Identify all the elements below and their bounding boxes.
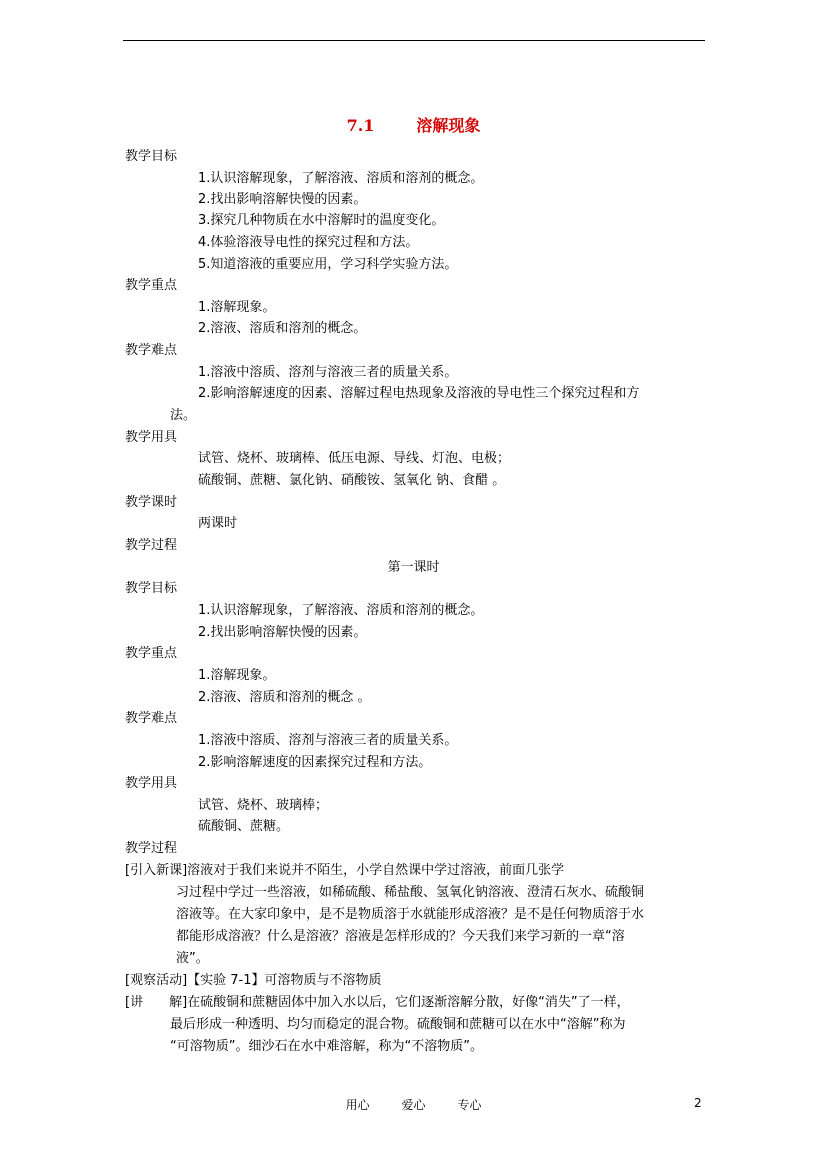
text-line: 1.认识溶解现象，了解溶液、溶质和溶剂的概念。	[198, 603, 484, 618]
text-line: 试管、烧杯、玻璃棒、低压电源、导线、灯泡、电极；	[198, 451, 511, 466]
text-line: 最后形成一种透明、均匀而稳定的混合物。硫酸铜和蔗糖可以在水中“溶解”称为	[170, 1017, 626, 1032]
text-line: “可溶物质”。细沙石在水中难溶解，称为“不溶物质”。	[170, 1039, 483, 1054]
footer-item: 专心	[457, 1098, 482, 1112]
section-heading: [讲 解]在硫酸铜和蔗糖固体中加入水以后，它们逐渐溶解分散，好像“消失”了一样，	[125, 995, 630, 1010]
section-heading: 教学重点	[125, 278, 178, 293]
text-line: 两课时	[198, 516, 238, 531]
section-heading: 教学课时	[125, 495, 178, 510]
text-line: 液”。	[176, 951, 209, 966]
page-title	[0, 113, 827, 136]
text-line: 1.溶液中溶质、溶剂与溶液三者的质量关系。	[198, 365, 458, 380]
footer	[0, 1096, 827, 1113]
text-line: 硫酸铜、蔗糖、氯化钠、硝酸铵、氢氧化 钠、食醋 。	[198, 473, 506, 488]
section-number: 7.1	[346, 116, 375, 135]
text-line: 硫酸铜、蔗糖。	[198, 819, 290, 834]
section-heading: 教学用具	[125, 776, 178, 791]
text-line: 5.知道溶液的重要应用，学习科学实验方法。	[198, 257, 458, 272]
text-line: 溶液等。在大家印象中，是不是物质溶于水就能形成溶液？是不是任何物质溶于水	[176, 907, 645, 922]
text-line: 法。	[170, 408, 197, 423]
text-line: 2.溶液、溶质和溶剂的概念。	[198, 321, 367, 336]
section-heading: 教学过程	[125, 841, 178, 856]
text-line: 第一课时	[387, 560, 440, 575]
section-heading: 教学难点	[125, 343, 178, 358]
section-heading: 教学难点	[125, 711, 178, 726]
text-line: 4.体验溶液导电性的探究过程和方法。	[198, 235, 419, 250]
section-heading: 教学目标	[125, 149, 178, 164]
text-line: 试管、烧杯、玻璃棒；	[198, 798, 329, 813]
text-line: 2.找出影响溶解快慢的因素。	[198, 625, 367, 640]
text-line: 3.探究几种物质在水中溶解时的温度变化。	[198, 213, 445, 228]
footer-item: 用心	[345, 1098, 370, 1112]
text-line: 1.认识溶解现象，了解溶液、溶质和溶剂的概念。	[198, 171, 484, 186]
section-heading: 教学重点	[125, 646, 178, 661]
text-line: 2.影响溶解速度的因素、溶解过程电热现象及溶液的导电性三个探究过程和方	[198, 386, 640, 401]
footer-item: 爱心	[401, 1098, 426, 1112]
text-line: 1.溶解现象。	[198, 668, 276, 683]
section-heading: [引入新课]溶液对于我们来说并不陌生，小学自然课中学过溶液，前面几张学	[125, 863, 565, 878]
text-line: 1.溶液中溶质、溶剂与溶液三者的质量关系。	[198, 733, 458, 748]
text-line: 1.溶解现象。	[198, 300, 276, 315]
page-number: 2	[694, 1096, 702, 1110]
section-heading: 教学用具	[125, 430, 178, 445]
text-line: 2.溶液、溶质和溶剂的概念 。	[198, 690, 371, 705]
text-line: 2.影响溶解速度的因素探究过程和方法。	[198, 755, 432, 770]
section-heading: 教学目标	[125, 581, 178, 596]
section-heading: [观察活动]【实验 7-1】可溶物质与不溶物质	[125, 973, 382, 988]
text-line: 习过程中学过一些溶液，如稀硫酸、稀盐酸、氢氧化钠溶液、澄清石灰水、硫酸铜	[176, 885, 645, 900]
section-heading: 教学过程	[125, 538, 178, 553]
text-line: 都能形成溶液？什么是溶液？溶液是怎样形成的？今天我们来学习新的一章“溶	[176, 929, 625, 944]
text-line: 2.找出影响溶解快慢的因素。	[198, 192, 367, 207]
section-title: 溶解现象	[416, 116, 481, 135]
header-rule	[123, 40, 705, 41]
